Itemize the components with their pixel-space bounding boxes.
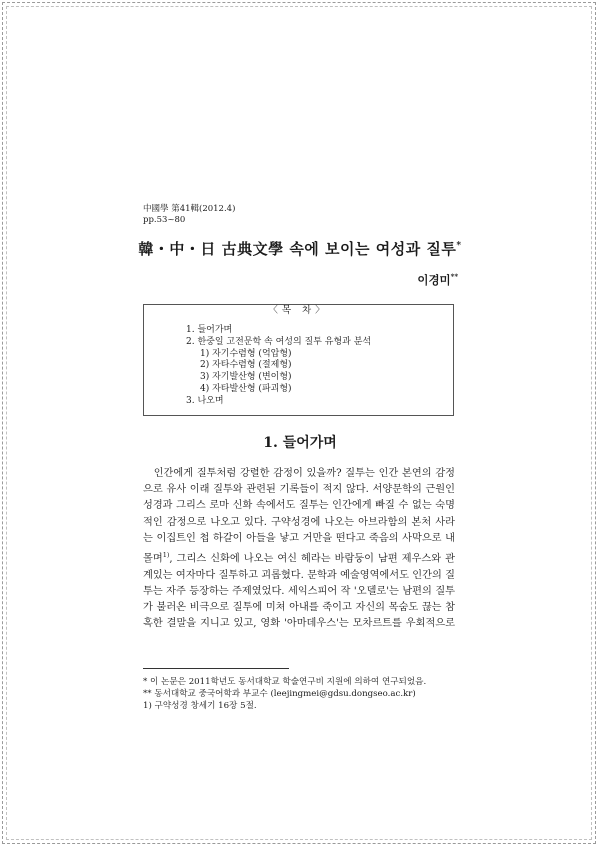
toc-item: 2) 자타수렴형 (절제형) (200, 360, 292, 371)
author (417, 272, 458, 288)
toc-item: 3. 나오며 (186, 395, 224, 406)
footnote: * 이 논문은 2011학년도 동서대학교 학술연구비 지원에 의하여 연구되었음. (143, 677, 427, 687)
toc-item: 4) 자타발산형 (파괴형) (200, 383, 292, 394)
paper-title (0, 238, 600, 259)
title-footnote-mark: * (456, 241, 462, 251)
body-line: 가 불러온 비극으로 질투에 미쳐 아내를 죽이고 자신의 목숨도 끊는 참 (143, 602, 455, 614)
body-line: 는 이집트인 첩 하갈이 아들을 낳고 거만을 떤다고 죽음의 사막으로 내 (143, 532, 455, 544)
footnote-ref: 1) (162, 551, 170, 560)
author-name: 이경미 (417, 273, 451, 287)
footnote: ** 동서대학교 중국어학과 부교수 (leejingmei@gdsu.dongseo.ac.kr) (143, 688, 416, 699)
journal-pages: pp.53~80 (143, 215, 186, 225)
journal-issue: 中國學 第41輯(2012.4) (143, 204, 236, 214)
author-footnote-mark: ** (450, 272, 458, 282)
toc-item: 2. 한중일 고전문학 속 여성의 질투 유형과 분석 (186, 336, 372, 347)
footnote-divider (143, 668, 289, 669)
body-line: 인간에게 질투처럼 강렬한 감정이 있을까? 질투는 인간 본연의 감정 (143, 468, 455, 479)
body-line: 적인 감정으로 나오고 있다. 구약성경에 나오는 아브라함의 본처 사라 (143, 516, 455, 528)
page-border-inner (6, 6, 592, 840)
toc-label: 〈목 차〉 (256, 305, 340, 316)
table-of-contents (143, 304, 454, 416)
toc-list (186, 325, 371, 408)
body-paragraph (143, 466, 455, 632)
body-line: 성경과 그리스 로마 신화 속에서도 질투는 인간에게 빠질 수 없는 숙명 (143, 500, 455, 512)
journal-info (143, 204, 235, 226)
toc-item: 1) 자기수렴형 (억압형) (200, 348, 292, 359)
toc-item: 1. 들어가며 (186, 325, 233, 335)
body-line: 몰며$^{1)}$, 그리스 신화에 나오는 여신 헤라는 바람둥이 남편 제우스와 관 (143, 551, 455, 565)
toc-item: 3) 자기발산형 (변이형) (200, 372, 292, 383)
body-line: 계있는 여자마다 질투하고 괴롭혔다. 문학과 예술영역에서도 인간의 질 (143, 569, 455, 581)
body-line: 으로 유사 이래 질투와 관련된 기록들이 적지 않다. 서양문학의 근원인 (143, 484, 455, 496)
section-heading: 1. 들어가며 (263, 435, 337, 451)
footnotes (143, 677, 426, 712)
footnote: 1) 구약성경 창세기 16장 5절. (143, 700, 257, 711)
body-line: 투는 자주 등장하는 주제였었다. 세익스피어 작 '오델로'는 남편의 질투 (143, 585, 455, 597)
paper-title-text: 韓・中・日 古典文學 속에 보이는 여성과 질투 (138, 240, 457, 258)
body-line: 혹한 결말을 지니고 있고, 영화 '아마데우스'는 모차르트를 우회적으로 (143, 618, 455, 630)
